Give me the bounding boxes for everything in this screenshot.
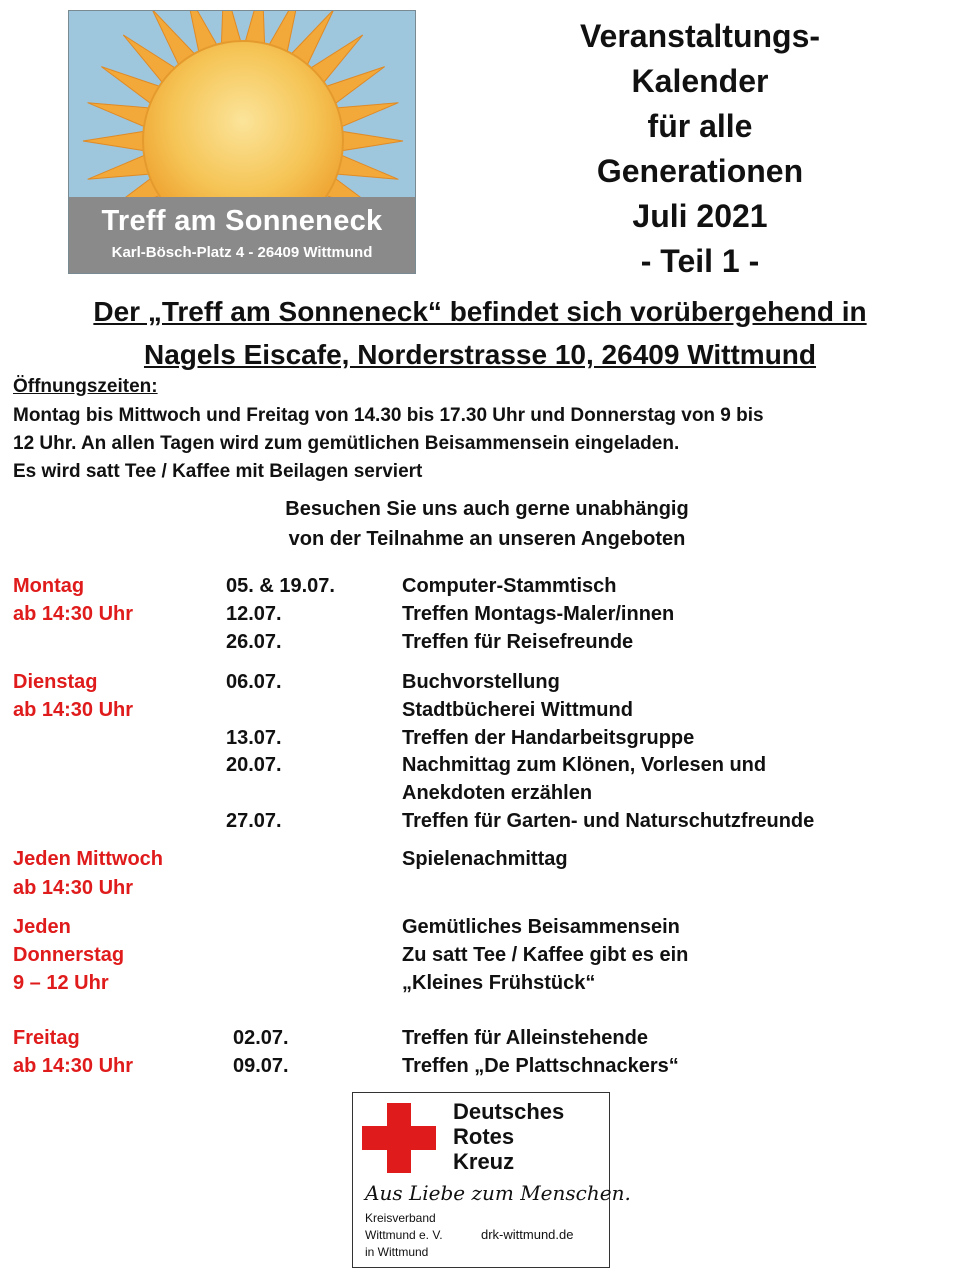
drk-logo [352, 1092, 631, 1268]
event-title-cont: Anekdoten erzählen [402, 782, 593, 804]
hours-line: Es wird satt Tee / Kaffee mit Beilagen serviert [13, 461, 423, 482]
time-mittwoch: ab 14:30 Uhr [13, 877, 134, 899]
event-date: 27.07. [226, 810, 282, 832]
drk-subtitle [365, 1210, 443, 1261]
title-line: Veranstaltungs- [579, 18, 821, 54]
time-freitag: ab 14:30 Uhr [13, 1055, 134, 1077]
day-donnerstag-2: Donnerstag [13, 944, 125, 966]
event-title-cont: Zu satt Tee / Kaffee gibt es ein [402, 944, 689, 966]
event-title: Spielenachmittag [402, 848, 568, 870]
event-title: Treffen für Garten- und Naturschutzfreunde [402, 810, 815, 832]
day-freitag: Freitag [13, 1027, 80, 1049]
location-notice [0, 290, 960, 376]
drk-name-line: Kreuz [453, 1149, 515, 1174]
day-donnerstag-1: Jeden [13, 916, 71, 938]
event-title: Computer-Stammtisch [402, 575, 617, 597]
drk-sub-line: in Wittmund [365, 1245, 429, 1259]
event-title: Treffen für Alleinstehende [402, 1027, 648, 1049]
event-title: Treffen der Handarbeitsgruppe [402, 727, 695, 749]
event-date: 06.07. [226, 671, 282, 693]
opening-hours-heading: Öffnungszeiten: [13, 376, 158, 397]
event-date: 09.07. [233, 1055, 289, 1077]
visit-line-2: von der Teilnahme an unseren Angeboten [288, 528, 686, 550]
logo-band [69, 197, 415, 273]
event-date: 20.07. [226, 754, 282, 776]
drk-sub-line: Wittmund e. V. [365, 1228, 443, 1242]
visit-note [0, 494, 960, 554]
hours-line: 12 Uhr. An allen Tagen wird zum gemütlichen Beisammensein eingeladen. [13, 433, 680, 454]
title-line: für alle [647, 108, 753, 144]
title-line: Kalender [631, 63, 769, 99]
drk-name-line: Rotes [453, 1124, 515, 1149]
title-line: Generationen [596, 153, 804, 189]
title-line: Juli 2021 [632, 198, 768, 234]
event-title: Gemütliches Beisammensein [402, 916, 680, 938]
event-title: Treffen für Reisefreunde [402, 631, 634, 653]
calendar-title [520, 14, 880, 284]
event-date: 26.07. [226, 631, 282, 653]
event-date: 02.07. [233, 1027, 289, 1049]
event-title-cont: „Kleines Frühstück“ [402, 972, 596, 994]
event-title: Treffen Montags-Maler/innen [402, 603, 675, 625]
event-title: Buchvorstellung [402, 671, 560, 693]
drk-motto: Aus Liebe zum Menschen. [365, 1181, 631, 1205]
time-donnerstag: 9 – 12 Uhr [13, 972, 109, 994]
event-title: Nachmittag zum Klönen, Vorlesen und [402, 754, 767, 776]
event-date: 05. & 19.07. [226, 575, 335, 597]
event-title-cont: Stadtbücherei Wittmund [402, 699, 633, 721]
event-title: Treffen „De Plattschnackers“ [402, 1055, 679, 1077]
drk-website: drk-wittmund.de [481, 1227, 574, 1242]
drk-sub-line: Kreisverband [365, 1211, 436, 1225]
logo-name: Treff am Sonneneck [101, 205, 383, 237]
day-mittwoch: Jeden Mittwoch [13, 848, 164, 870]
event-date: 13.07. [226, 727, 282, 749]
time-montag: ab 14:30 Uhr [13, 603, 134, 625]
notice-line-1: Der „Treff am Sonneneck“ befindet sich vorübergehend in [93, 296, 867, 327]
notice-line-2: Nagels Eiscafe, Norderstrasse 10, 26409 Wittmund [143, 339, 817, 370]
sonneneck-logo [68, 10, 416, 274]
time-dienstag: ab 14:30 Uhr [13, 699, 134, 721]
opening-hours-text [13, 402, 948, 486]
event-date: 12.07. [226, 603, 282, 625]
red-cross-icon [362, 1103, 438, 1173]
day-montag: Montag [13, 575, 85, 597]
day-dienstag: Dienstag [13, 671, 98, 693]
drk-name [453, 1099, 564, 1174]
title-line: - Teil 1 - [640, 243, 760, 279]
logo-address: Karl-Bösch-Platz 4 - 26409 Wittmund [111, 244, 373, 261]
drk-name-line: Deutsches [453, 1099, 565, 1124]
hours-line: Montag bis Mittwoch und Freitag von 14.30 bis 17.30 Uhr und Donnerstag von 9 bis [13, 405, 764, 426]
visit-line-1: Besuchen Sie uns auch gerne unabhängig [285, 498, 689, 520]
